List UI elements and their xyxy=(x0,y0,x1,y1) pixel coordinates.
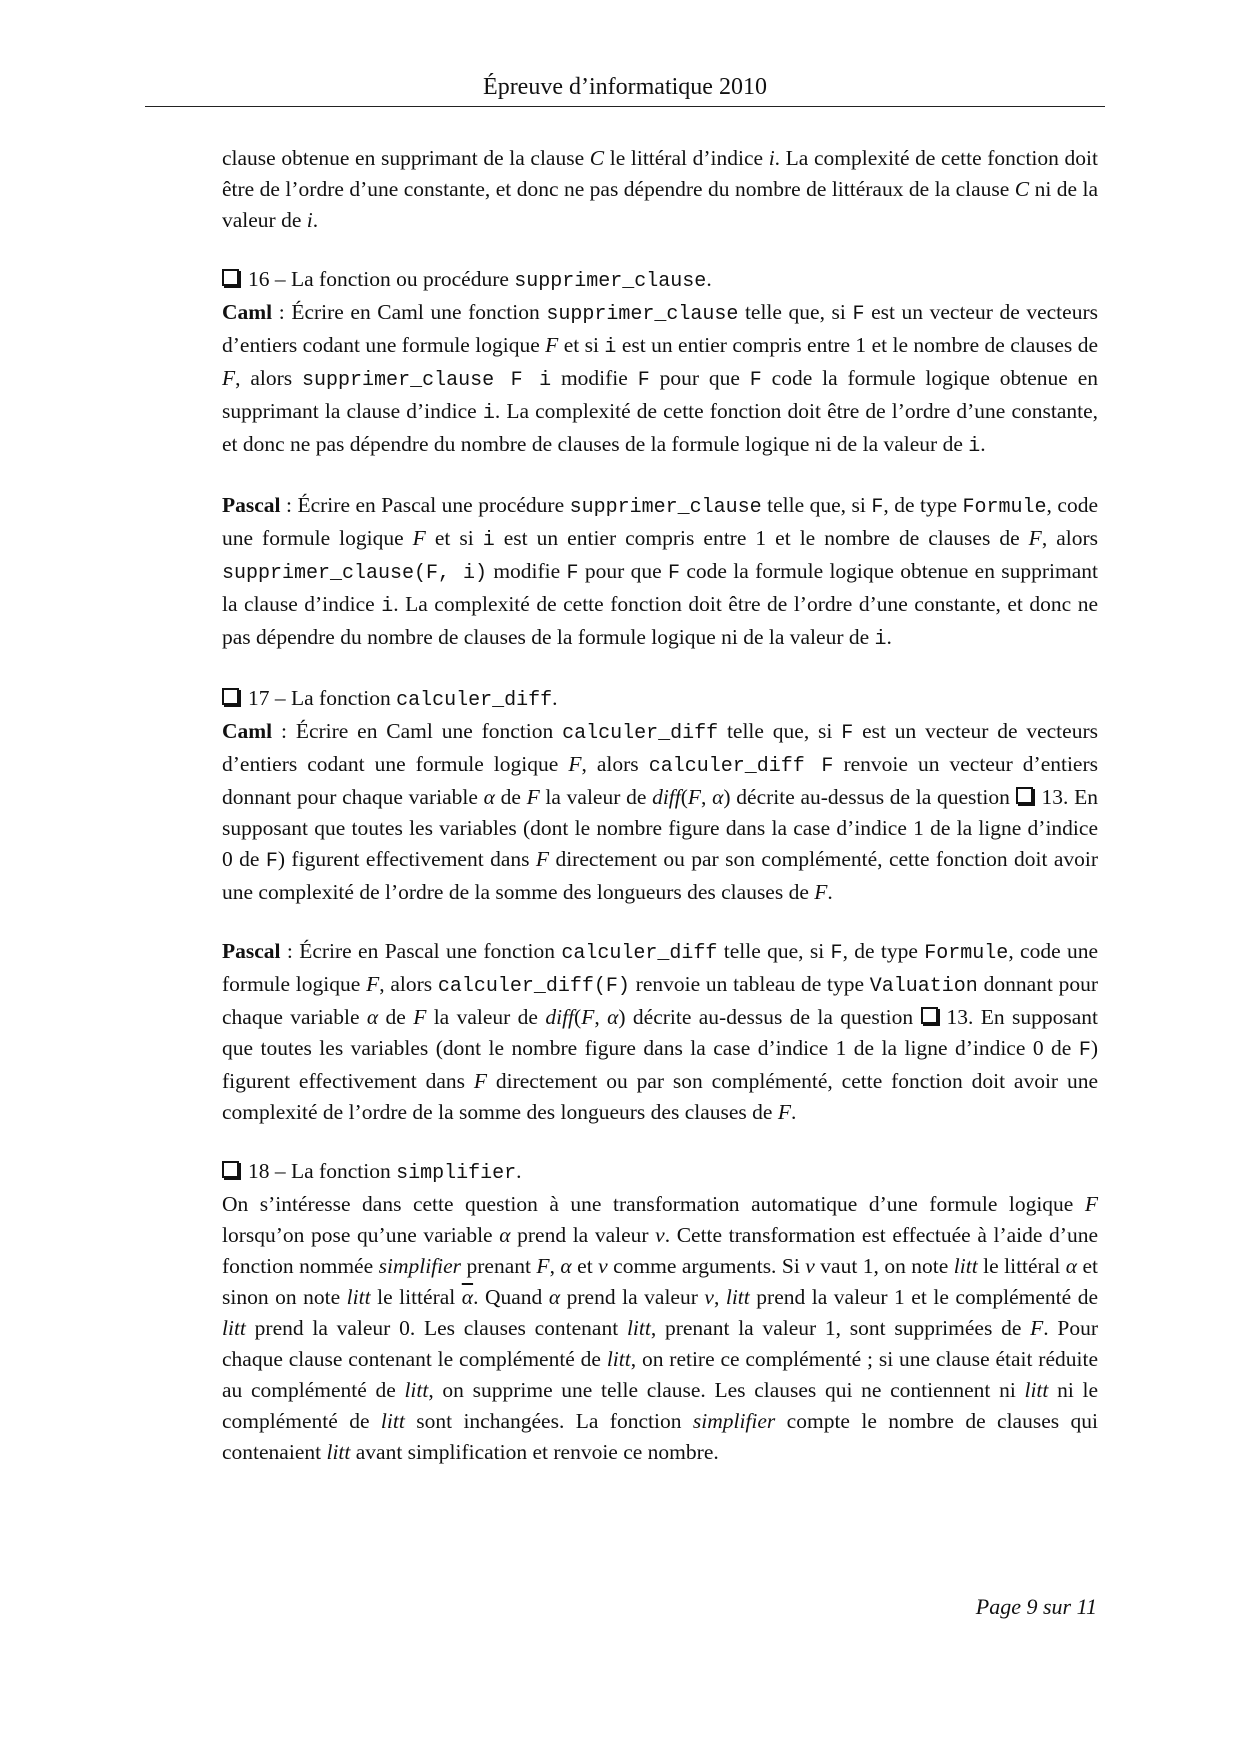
question-16-pascal: Pascal : Écrire en Pascal une procédure supprimer_clause telle que, si F, de type Formule, code une formule logique F et si i est un entier compris entre 1 et le nombre de clauses de F, alors supprimer_clause(F, i) modifie F pour que F code la formule logique obtenue en supprimant la clause d’indice i. La complexité de cette fonction doit être de l’ordre d’une constante, et donc ne pas dépendre du nombre de clauses de la formule logique ni de la valeur de i. xyxy=(222,493,1099,651)
checkbox-icon xyxy=(222,1161,239,1178)
header-title: Épreuve d’informatique 2010 xyxy=(483,74,767,100)
page-header xyxy=(145,72,1105,107)
checkbox-icon xyxy=(222,269,239,286)
question-18-body: On s’intéresse dans cette question à une transformation automatique d’une formule logique F lorsqu’on pose qu’une variable α prend la valeur v. Cette transformation est effectuée à l’aide d’une fonction nommée simplifier prenant F, α et v comme arguments. Si v vaut 1, on note litt le littéral α et sinon on note litt le littéral $\overline{\alpha}$. Quand α prend la valeur v, litt prend la valeur 1 et le complémenté de litt prend la valeur 0. Les clauses contenant litt, prenant la valeur 1, sont supprimées de F. Pour chaque clause contenant le complémenté de litt, on retire ce complémenté ; si une clause était réduite au complémenté de litt, on supprime une telle clause. Les clauses qui ne contiennent ni litt ni le complémenté de litt sont inchangées. La fonction simplifier compte le nombre de clauses qui contenaient litt avant simplification et renvoie ce nombre. xyxy=(222,1192,1099,1464)
page-number: Page 9 sur 11 xyxy=(975,1594,1097,1619)
page-body xyxy=(222,143,1098,1468)
intro-paragraph: clause obtenue en supprimant de la clause C le littéral d’indice i. La complexité de cette fonction doit être de l’ordre d’une constante, et donc ne pas dépendre du nombre de littéraux de la clause C ni de la valeur de i. xyxy=(222,146,1098,232)
question-16-caml: Caml : Écrire en Caml une fonction supprimer_clause telle que, si F est un vecteur de vecteurs d’entiers codant une formule logique F et si i est un entier compris entre 1 et le nombre de clauses de F, alors supprimer_clause F i modifie F pour que F code la formule logique obtenue en supprimant la clause d’indice i. La complexité de cette fonction doit être de l’ordre d’une constante, et donc ne pas dépendre du nombre de clauses de la formule logique ni de la valeur de i. xyxy=(222,300,1099,458)
question-18-heading: 18 – La fonction simplifier. xyxy=(222,1156,1098,1189)
question-16-heading: 16 – La fonction ou procédure supprimer_clause. xyxy=(222,264,1098,297)
checkbox-icon xyxy=(1016,787,1033,804)
alpha-bar-symbol: $\overline{\alpha}$ xyxy=(461,1285,474,1309)
checkbox-icon xyxy=(222,688,239,705)
question-17-pascal: Pascal : Écrire en Pascal une fonction calculer_diff telle que, si F, de type Formule, code une formule logique F, alors calculer_diff(F) renvoie un tableau de type Valuation donnant pour chaque variable α de F la valeur de diff(F, α) décrite au-dessus de la question 13. En supposant que toutes les variables (dont le nombre figure dans la case d’indice 1 de la ligne d’indice 0 de F) figurent effectivement dans F directement ou par son complémenté, cette fonction doit avoir une complexité de l’ordre de la somme des longueurs des clauses de F. xyxy=(222,939,1099,1124)
checkbox-icon xyxy=(921,1007,938,1024)
question-17-heading: 17 – La fonction calculer_diff. xyxy=(222,683,1098,716)
question-17-caml: Caml : Écrire en Caml une fonction calculer_diff telle que, si F est un vecteur de vecteurs d’entiers codant une formule logique F, alors calculer_diff F renvoie un vecteur d’entiers donnant pour chaque variable α de F la valeur de diff(F, α) décrite au-dessus de la question 13. En supposant que toutes les variables (dont le nombre figure dans la case d’indice 1 de la ligne d’indice 0 de F) figurent effectivement dans F directement ou par son complémenté, cette fonction doit avoir une complexité de l’ordre de la somme des longueurs des clauses de F. xyxy=(222,719,1099,904)
